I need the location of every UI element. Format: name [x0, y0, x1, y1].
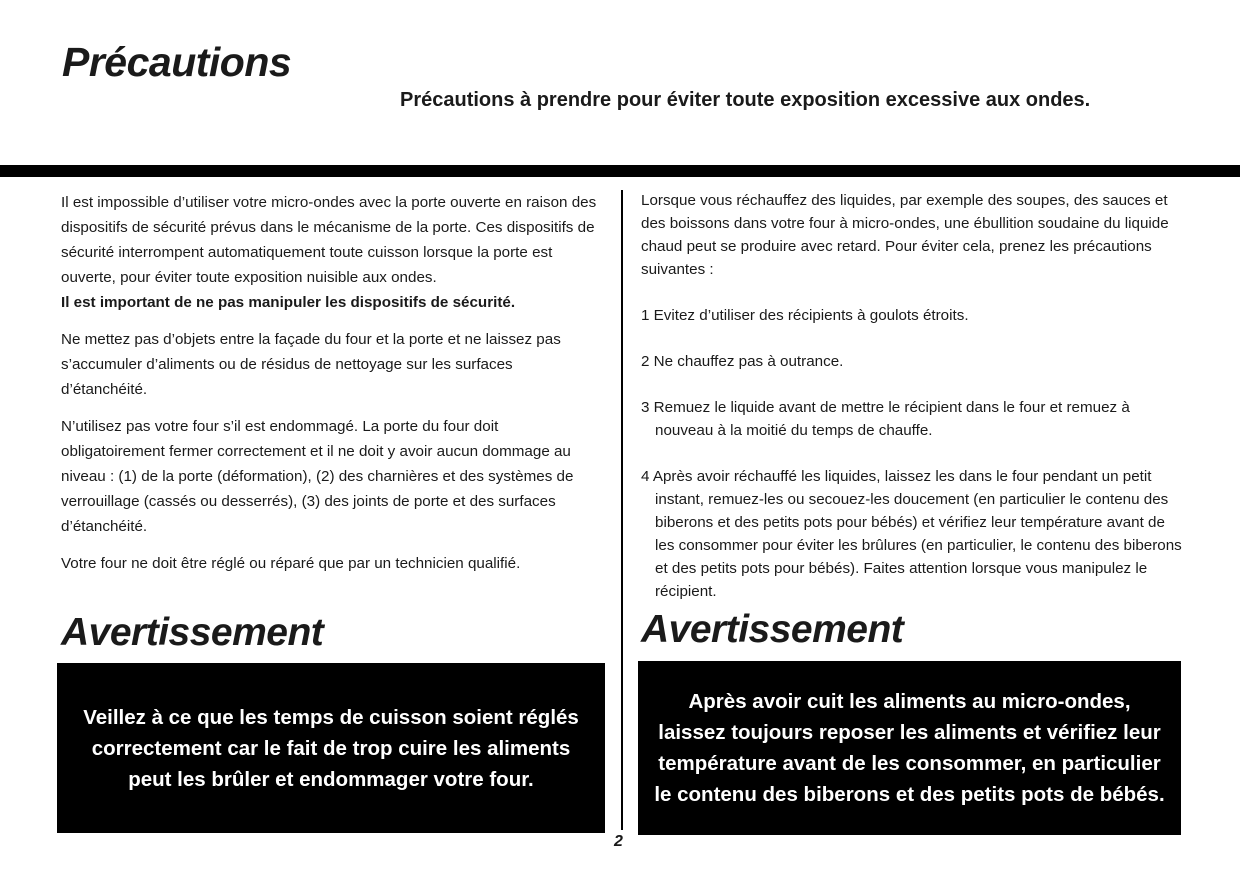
- safety-paragraph-text: Il est impossible d’utiliser votre micro-ondes avec la porte ouverte en raison des dispositifs de sécurité prévus dans le mécanisme de la porte. Ces dispositifs de sécurité interrompent automatiquement toute cuisson lorsque la porte est ouverte, pour éviter toute exposition nuisible aux ondes.: [61, 194, 597, 286]
- column-divider: [621, 190, 623, 830]
- list-item: 1 Evitez d’utiliser des récipients à goulots étroits.: [641, 307, 969, 324]
- header-divider: [0, 165, 1240, 177]
- warning-text-left: Veillez à ce que les temps de cuisson soient réglés correctement car le fait de trop cuire les aliments peut les brûler et endommager votre four.: [83, 705, 579, 791]
- list-item: 4 Après avoir réchauffé les liquides, laissez les dans le four pendant un petit instant, remuez-les ou secouez-les doucement (en particulier le contenu des biberons et des petits pots pour bébés) et vérifiez leur température avant de les consommer pour éviter les brûlures (en particulier, le contenu des biberons et des petits pots pour bébés). Faites attention lorsque vous manipulez le récipient.: [641, 468, 1182, 600]
- damage-paragraph: N’utilisez pas votre four s’il est endommagé. La porte du four doit obligatoirement fermer correctement et il ne doit y avoir aucun dommage au niveau : (1) de la porte (déformation), (2) des charnières et des systèmes de verrouillage (cassés ou desserrés), (3) des joints de porte et des surfaces d’étanchéité.: [61, 418, 574, 535]
- liquids-intro: Lorsque vous réchauffez des liquides, par exemple des soupes, des sauces et des boissons dans votre four à micro-ondes, une ébullition soudaine du liquide chaud peut se produire avec retard. Pour éviter cela, prenez les précautions suivantes :: [641, 192, 1169, 278]
- technician-paragraph: Votre four ne doit être réglé ou réparé que par un technicien qualifié.: [61, 555, 521, 572]
- warning-heading-left: Avertissement: [61, 611, 324, 654]
- list-item: 2 Ne chauffez pas à outrance.: [641, 353, 844, 370]
- page-number: 2: [614, 833, 623, 850]
- list-item: 3 Remuez le liquide avant de mettre le récipient dans le four et remuez à nouveau à la moitié du temps de chauffe.: [641, 399, 1130, 439]
- right-column: [641, 189, 1186, 626]
- warning-heading-right: Avertissement: [641, 608, 904, 651]
- page-title: Précautions: [62, 39, 292, 85]
- page-subtitle: Précautions à prendre pour éviter toute exposition excessive aux ondes.: [400, 89, 1091, 111]
- safety-paragraph: [61, 190, 601, 315]
- warning-text-right: Après avoir cuit les aliments au micro-ondes, laissez toujours reposer les aliments et vérifiez leur température avant de les consommer, en particulier le contenu des biberons et des petits pots de bébés.: [654, 690, 1165, 806]
- safety-important-note: Il est important de ne pas manipuler les dispositifs de sécurité.: [61, 294, 516, 311]
- left-column: [61, 190, 601, 588]
- warning-box-right: [638, 661, 1181, 835]
- warning-box-left: [57, 663, 605, 833]
- seal-paragraph: Ne mettez pas d’objets entre la façade du four et la porte et ne laissez pas s’accumuler d’aliments ou de résidus de nettoyage sur les surfaces d’étanchéité.: [61, 331, 561, 398]
- precautions-list: [641, 304, 1186, 603]
